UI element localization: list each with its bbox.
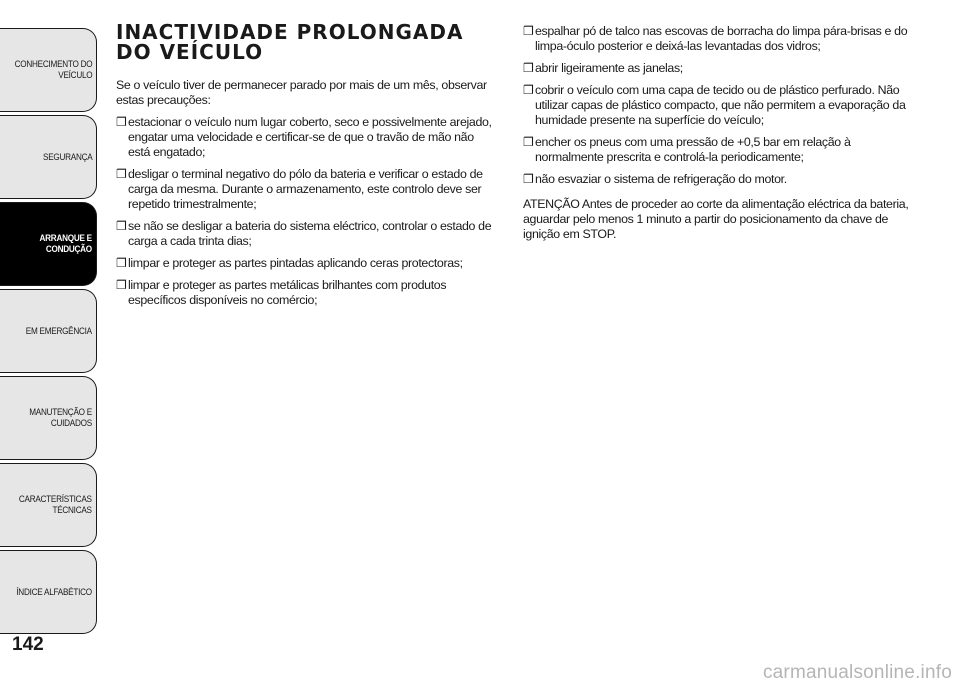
list-item-text: cobrir o veículo com uma capa de tecido ou de plástico perfurado. Não utilizar capas de plástico compacto, que não permitem a evaporação da humidade presente na superfície do veículo;: [535, 83, 906, 127]
tab-conhecimento-do-veiculo[interactable]: [0, 28, 97, 112]
tab-indice-alfabetico[interactable]: [0, 550, 97, 634]
tab-em-emergencia[interactable]: [0, 289, 97, 373]
list-item: [116, 219, 496, 249]
tab-label: SEGURANÇA: [42, 151, 92, 163]
list-item-text: estacionar o veículo num lugar coberto, seco e possivelmente arejado, engatar uma velocidade e certificar-se de que o travão de mão não está engatado;: [128, 115, 492, 159]
list-item: [116, 256, 496, 271]
list-item: [116, 167, 496, 212]
tab-label: CARACTERÍSTICAS TÉCNICAS: [19, 494, 92, 516]
section-title: [116, 22, 496, 62]
site-watermark: carmanualsonline.info: [762, 662, 952, 683]
tab-label: ÍNDICE ALFABÉTICO: [16, 586, 92, 598]
tab-label: ARRANQUE E CONDUÇÃO: [39, 233, 92, 255]
tab-manutencao-e-cuidados[interactable]: [0, 376, 97, 460]
tab-arranque-e-conducao[interactable]: [0, 202, 97, 286]
list-item: [523, 135, 913, 165]
intro-paragraph: Se o veículo tiver de permanecer parado por mais de um mês, observar estas precauções:: [116, 78, 487, 107]
list-item-text: não esvaziar o sistema de refrigeração do motor.: [535, 172, 787, 186]
checkbox-bullet-icon: ❒: [523, 61, 534, 75]
checkbox-bullet-icon: ❒: [116, 278, 127, 292]
list-item: [523, 83, 913, 128]
checkbox-bullet-icon: ❒: [523, 24, 534, 38]
chapter-sidebar: [0, 0, 100, 640]
list-item: [523, 24, 913, 54]
tab-label: MANUTENÇÃO E CUIDADOS: [29, 407, 92, 429]
checkbox-bullet-icon: ❒: [523, 135, 534, 149]
list-item-text: limpar e proteger as partes metálicas brilhantes com produtos específicos disponíveis no comércio;: [128, 278, 447, 307]
tab-label: EM EMERGÊNCIA: [25, 325, 92, 337]
tab-caracteristicas-tecnicas[interactable]: [0, 463, 97, 547]
tab-label: CONHECIMENTO DO VEÍCULO: [14, 59, 92, 81]
list-item-text: limpar e proteger as partes pintadas aplicando ceras protectoras;: [128, 256, 463, 270]
section-title-line-1: INACTIVIDADE PROLONGADA: [116, 20, 464, 44]
section-title-line-2: DO VEÍCULO: [116, 40, 264, 64]
checkbox-bullet-icon: ❒: [523, 83, 534, 97]
right-column: [523, 24, 913, 254]
left-column: [116, 22, 496, 315]
list-item-text: encher os pneus com uma pressão de +0,5 bar em relação à normalmente prescrita e controlá-la periodicamente;: [535, 135, 851, 164]
left-bullet-list: [116, 115, 496, 308]
list-item: [523, 172, 913, 187]
list-item: [116, 115, 496, 160]
checkbox-bullet-icon: ❒: [523, 172, 534, 186]
list-item-text: desligar o terminal negativo do pólo da bateria e verificar o estado de carga da mesma. Durante o armazenamento, este controlo deve ser repetido trimestralmente;: [128, 167, 483, 211]
checkbox-bullet-icon: ❒: [116, 115, 127, 129]
checkbox-bullet-icon: ❒: [116, 167, 127, 181]
list-item-text: abrir ligeiramente as janelas;: [535, 61, 683, 75]
right-bullet-list: [523, 24, 913, 187]
list-item-text: espalhar pó de talco nas escovas de borracha do limpa pára-brisas e do limpa-óculo posterior e deixá-las levantadas dos vidros;: [535, 24, 908, 53]
warning-note: ATENÇÃO Antes de proceder ao corte da alimentação eléctrica da bateria, aguardar pelo menos 1 minuto a partir do posicionamento da chave de ignição em STOP.: [523, 197, 909, 241]
list-item: [523, 61, 913, 76]
list-item: [116, 278, 496, 308]
page-number: 142: [12, 634, 44, 655]
checkbox-bullet-icon: ❒: [116, 219, 127, 233]
checkbox-bullet-icon: ❒: [116, 256, 127, 270]
list-item-text: se não se desligar a bateria do sistema eléctrico, controlar o estado de carga a cada trinta dias;: [128, 219, 492, 248]
tab-seguranca[interactable]: [0, 115, 97, 199]
